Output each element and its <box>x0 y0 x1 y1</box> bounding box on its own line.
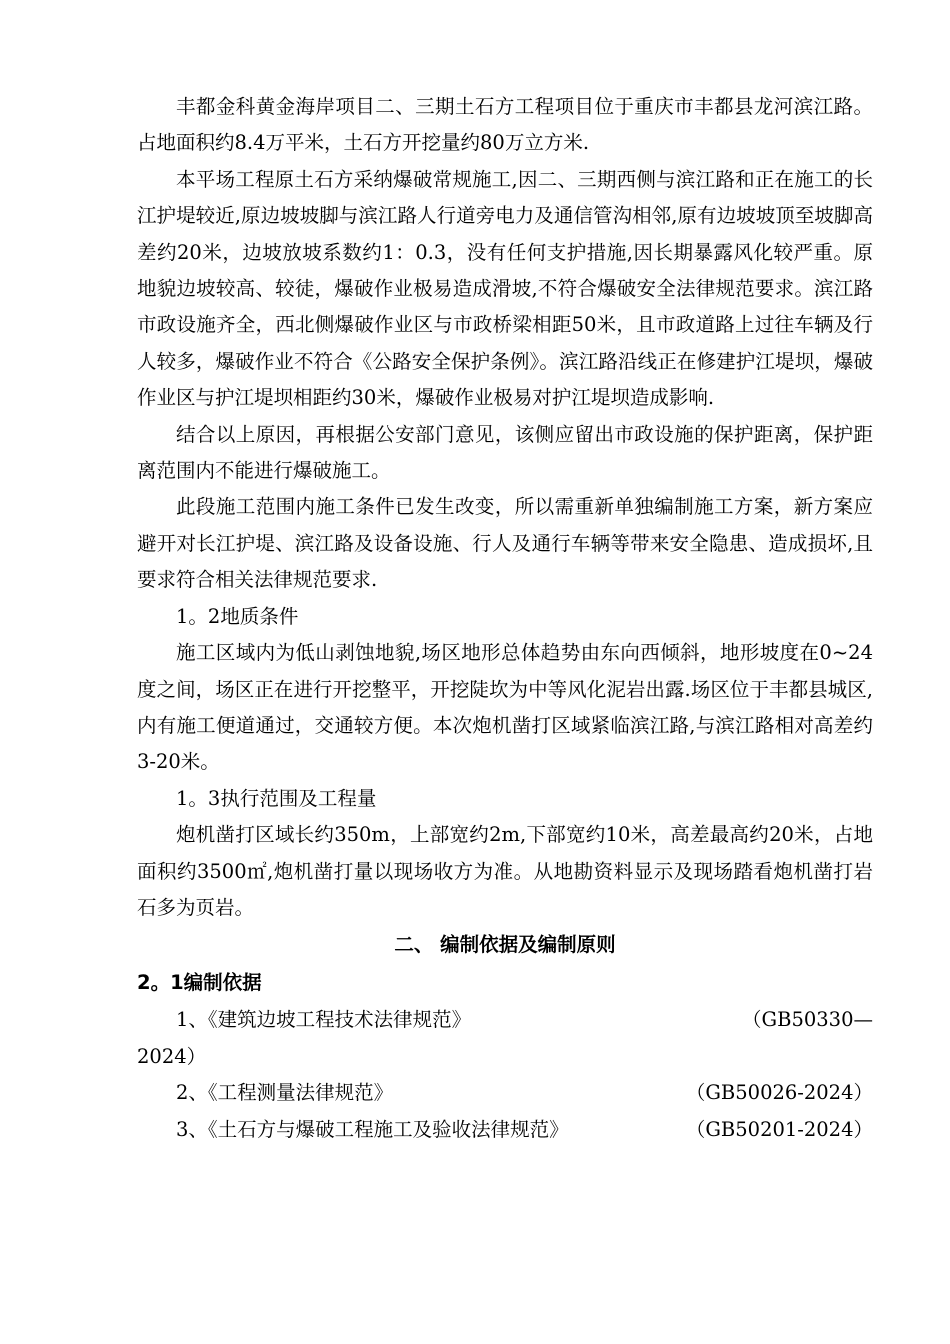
section-heading-scope: 1。3执行范围及工程量 <box>176 786 377 810</box>
paragraph-blasting-constraints: 本平场工程原土石方采纳爆破常规施工,因二、三期西侧与滨江路和正在施工的长江护堤较近,原边坡坡脚与滨江路人行道旁电力及通信管沟相邻,原有边坡坡顶至坡脚高差约20米，边坡放坡系数约1：0.3，没有任何支护措施,因长期暴露风化较严重。原地貌边坡较高、较徒，爆破作业极易造成滑坡,不符合爆破安全法律规范要求。滨江路市政设施齐全，西北侧爆破作业区与市政桥梁相距50米，且市政道路上过往车辆及行人较多，爆破作业不符合《公路安全保护条例》。滨江路沿线正在修建护江堤坝，爆破作业区与护江堤坝相距约30米，爆破作业极易对护江堤坝造成影响. <box>137 167 873 410</box>
reference-item <box>137 1002 873 1075</box>
chapter-title: 二、 编制依据及编制原则 <box>394 933 616 957</box>
section-heading-geology: 1。2地质条件 <box>176 604 299 628</box>
reference-item <box>137 1075 873 1111</box>
reference-title: 3、《土石方与爆破工程施工及验收法律规范》 <box>176 1117 569 1141</box>
paragraph-protection-distance: 结合以上原因，再根据公安部门意见，该侧应留出市政设施的保护距离，保护距离范围内不能进行爆破施工。 <box>137 422 873 483</box>
reference-title: 1、《建筑边坡工程技术法律规范》 <box>176 1008 472 1032</box>
reference-code-continued: 2024） <box>137 1044 207 1068</box>
reference-item <box>137 1112 873 1148</box>
reference-code: （GB50026-2024） <box>685 1081 873 1105</box>
reference-code: （GB50201-2024） <box>685 1117 873 1141</box>
reference-code: （GB50330— <box>742 1008 873 1032</box>
paragraph-geology: 施工区域内为低山剥蚀地貌,场区地形总体趋势由东向西倾斜，地形坡度在0~24度之间，场区正在进行开挖整平，开挖陡坎为中等风化泥岩出露.场区位于丰都县城区,内有施工便道通过，交通较方便。本次炮机凿打区域紧临滨江路,与滨江路相对高差约3-20米。 <box>137 641 873 774</box>
paragraph-scope: 炮机凿打区域长约350m，上部宽约2m,下部宽约10米，高差最高约20米，占地面积约3500㎡,炮机凿打量以现场收方为准。从地勘资料显示及现场踏看炮机凿打岩石多为页岩。 <box>137 823 873 919</box>
document-body <box>137 89 873 1148</box>
section-heading-basis: 2。1编制依据 <box>137 971 262 995</box>
paragraph-project-overview: 丰都金科黄金海岸项目二、三期土石方工程项目位于重庆市丰都县龙河滨江路。占地面积约8.4万平米，土石方开挖量约80万立方米. <box>137 95 873 155</box>
reference-title: 2、《工程测量法律规范》 <box>176 1081 394 1105</box>
paragraph-new-plan: 此段施工范围内施工条件已发生改变，所以需重新单独编制施工方案，新方案应避开对长江护堤、滨江路及设备设施、行人及通行车辆等带来安全隐患、造成损坏,且要求符合相关法律规范要求. <box>137 495 873 592</box>
